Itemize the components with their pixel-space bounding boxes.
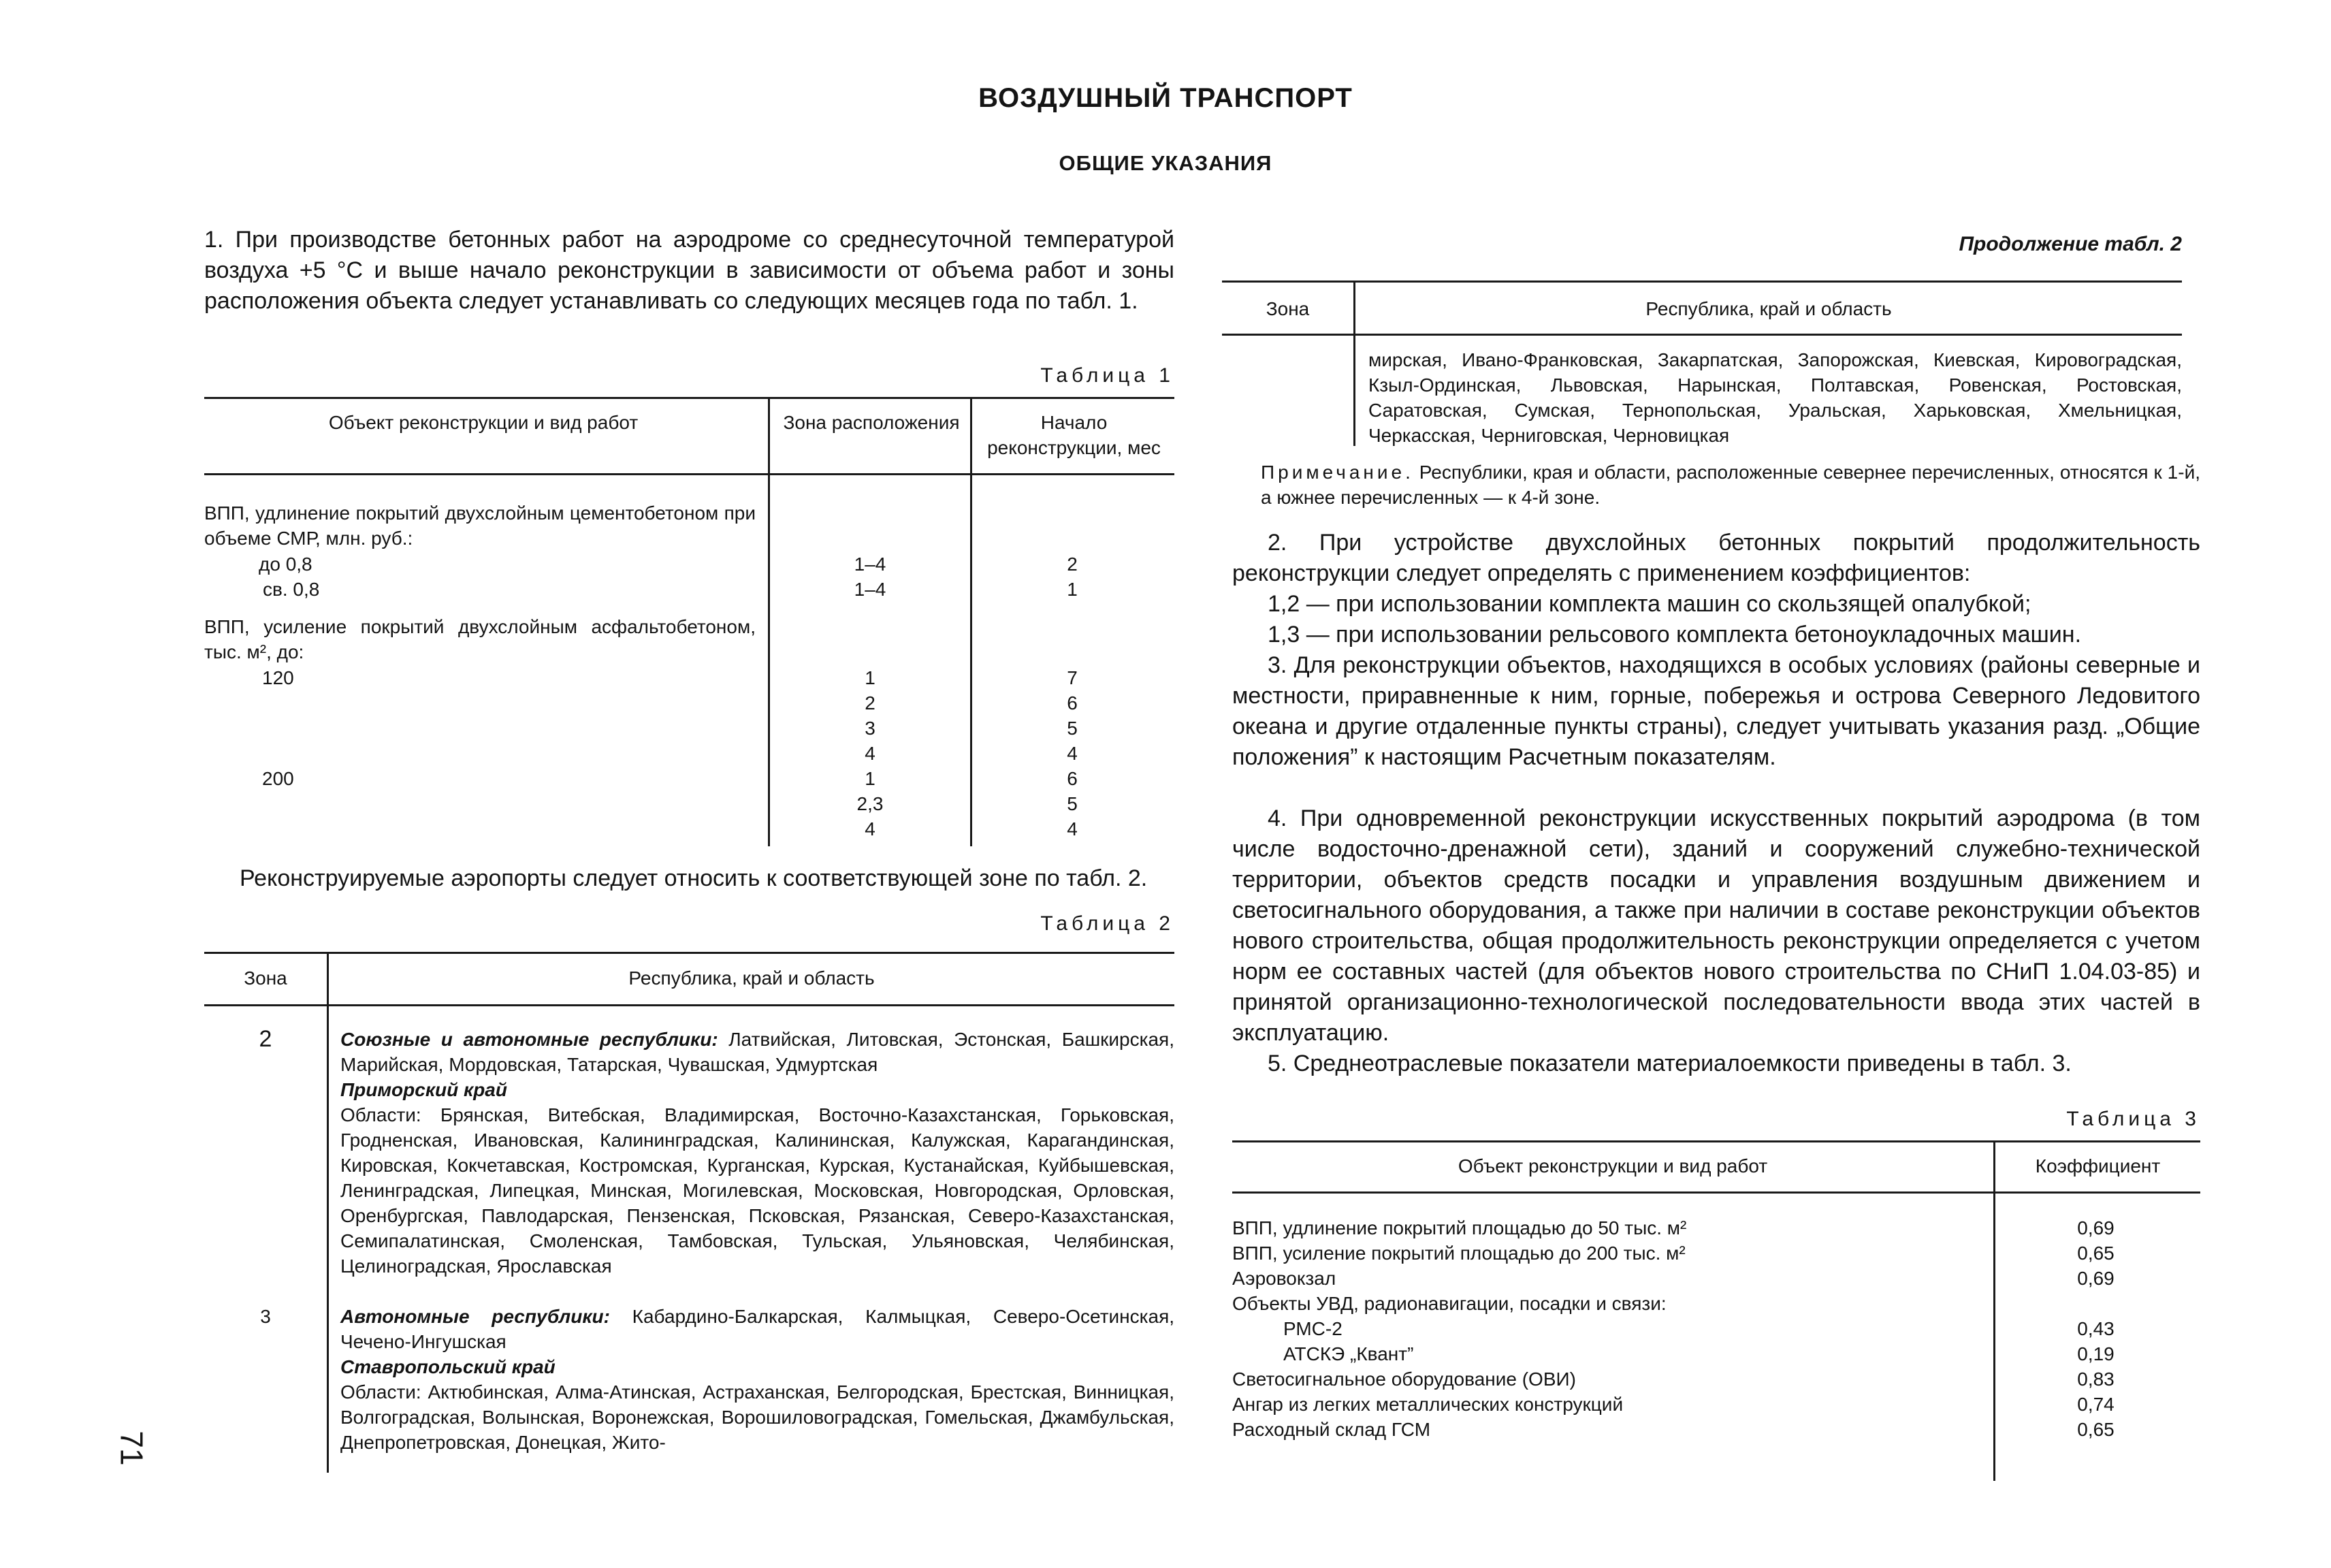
table1-month: 2 <box>1067 554 1078 575</box>
table2-zone3-text: Кабардино-Балкарская, Калмыцкая, Северо-Осетинская, Чечено-Ингушская <box>340 1306 1175 1352</box>
table1-zone: 1 <box>865 768 875 789</box>
table2-zone-3: 3 <box>260 1306 271 1327</box>
table1-row-label: ВПП, усиление покрытий двухслойным асфальтобетоном, тыс. м², до: <box>204 616 756 662</box>
table3-header-coefficient: Коэффициент <box>2035 1155 2161 1177</box>
table1-month: 4 <box>1067 818 1078 839</box>
coefficient-2: 1,3 — при использовании рельсового комплекта бетоноукладочных машин. <box>1268 622 2082 647</box>
note-text: Республики, края и области, расположенные севернее перечисленных, относятся к 1-й, а южнее перечисленных — к 4-й зоне. <box>1261 462 2200 508</box>
paragraph-2: 2. При устройстве двухслойных бетонных покрытий продолжительность реконструкции следует определять с применением коэффициентов: <box>1232 530 2200 586</box>
paragraph-zones: Реконструируемые аэропорты следует относить к соответствующей зоне по табл. 2. <box>240 865 1148 891</box>
table1-row-label: 200 <box>262 768 294 789</box>
paragraph-5: 5. Среднеотраслевые показатели материалоемкости приведены в табл. 3. <box>1268 1051 2072 1076</box>
table1-header-start: Начало реконструкции, мес <box>987 412 1161 458</box>
table1-zone: 1–4 <box>854 579 886 600</box>
table3-row-value: 0,69 <box>2077 1217 2115 1238</box>
table3-row-label: Светосигнальное оборудование (ОВИ) <box>1232 1369 1576 1390</box>
table1-row-label: до 0,8 <box>259 554 312 575</box>
cont-header-region: Республика, край и область <box>1645 298 1892 319</box>
table3-row-value: 0,69 <box>2077 1268 2115 1289</box>
coefficient-1: 1,2 — при использовании комплекта машин со скользящей опалубкой; <box>1268 591 2031 617</box>
table1-zone: 4 <box>865 818 875 839</box>
table1-month: 5 <box>1067 718 1078 739</box>
table1-zone: 3 <box>865 718 875 739</box>
table2-continuation-caption: Продолжение табл. 2 <box>1959 233 2182 255</box>
paragraph-3: 3. Для реконструкции объектов, находящихся в особых условиях (районы северные и местности, приравненные к ним, горные, побережья и острова Северного Ледовитого океана и другие отдаленные пункты страны), следует учитывать указания разд. „Общие положения” к настоящим Расчетным показателям. <box>1232 652 2200 770</box>
table2-zone2-kray: Приморский край <box>340 1079 507 1100</box>
table3-row-value: 0,19 <box>2077 1343 2115 1364</box>
table3-row-value: 0,83 <box>2077 1369 2115 1390</box>
table2-zone3-kray: Ставропольский край <box>340 1356 556 1377</box>
table1-month: 4 <box>1067 743 1078 764</box>
table2-zone2-oblasti: Области: Брянская, Витебская, Владимирская, Восточно-Казахстанская, Горьковская, Гродненская, Ивановская, Калининградская, Калининская, Калужская, Карагандинская, Кировская, Кокчетавская, Костромская, Курганская, Курская, Кустанайская, Куйбышевская, Ленинградская, Липецкая, Минская, Могилевская, Московская, Новгородская, Орловская, Оренбургская, Павлодарская, Пензенская, Псковская, Рязанская, Северо-Казахстанская, Семипалатинская, Смоленская, Тамбовская, Тульская, Ульяновская, Челябинская, Целиноградская, Ярославская <box>340 1104 1174 1277</box>
table1-zone: 4 <box>865 743 875 764</box>
table3-row-label: ВПП, удлинение покрытий площадью до 50 тыс. м² <box>1232 1217 1687 1238</box>
table2-zone3-oblasti: Области: Актюбинская, Алма-Атинская, Астраханская, Белгородская, Брестская, Винницкая, Волгоградская, Волынская, Воронежская, Ворошиловоградская, Гомельская, Джамбульская, Днепропетровская, Донецкая, Жито- <box>340 1381 1174 1453</box>
table3-row-value: 0,74 <box>2077 1394 2115 1415</box>
table2-zone2-republics <box>340 1027 1174 1077</box>
table2-zone3-lead: Автономные республики: <box>340 1306 610 1327</box>
table3-header-object: Объект реконструкции и вид работ <box>1458 1155 1768 1177</box>
table3-row-label: Аэровокзал <box>1232 1268 1336 1289</box>
table2-zone2-lead: Союзные и автономные республики: <box>340 1029 718 1050</box>
table3-row-label: РМС-2 <box>1283 1318 1343 1339</box>
table1-zone: 1–4 <box>854 554 886 575</box>
table1-zone: 2 <box>865 692 875 714</box>
table1-month: 1 <box>1067 579 1078 600</box>
paragraph-4: 4. При одновременной реконструкции искусственных покрытий аэродрома (в том числе водосточно-дренажной сети), зданий и сооружений служебно-технической территории, объектов средств посадки и управления воздушным движением и светосигнального оборудования, а также при наличии в составе реконструкции объектов нового строительства, общая продолжительность реконструкции определяется с учетом норм ее составных частей (для объектов нового строительства по СНиП 1.04.03-85) и принятой организационно-технологической последовательности ввода этих частей в эксплуатацию. <box>1232 805 2200 1046</box>
table3-row-label: Расходный склад ГСМ <box>1232 1419 1431 1440</box>
table1-month: 6 <box>1067 768 1078 789</box>
cont-region-text: мирская, Ивано-Франковская, Закарпатская, Запорожская, Киевская, Кировоградская, Кзыл-Ординская, Львовская, Нарынская, Полтавская, Ровенская, Ростовская, Саратовская, Сумская, Тернопольская, Уральская, Харьковская, Хмельницкая, Черкасская, Черниговская, Черновицкая <box>1368 349 2182 446</box>
table3-row-value: 0,65 <box>2077 1243 2115 1264</box>
table1-row-label: 120 <box>262 667 294 688</box>
table3-row-label: ВПП, усиление покрытий площадью до 200 тыс. м² <box>1232 1243 1686 1264</box>
table1-header-object: Объект реконструкции и вид работ <box>328 412 639 433</box>
table1-month: 6 <box>1067 692 1078 714</box>
table1-row-label: ВПП, удлинение покрытий двухслойным цементобетоном при объеме СМР, млн. руб.: <box>204 502 756 549</box>
page-title: ВОЗДУШНЫЙ ТРАНСПОРТ <box>978 83 1353 113</box>
section-title: ОБЩИЕ УКАЗАНИЯ <box>1059 151 1272 175</box>
table2-header-zone: Зона <box>244 967 287 989</box>
table3-row-label: АТСКЭ „Квант” <box>1283 1343 1414 1364</box>
table2-caption: Таблица 2 <box>1040 912 1174 935</box>
table3-caption: Таблица 3 <box>2066 1108 2200 1130</box>
table3-row-value: 0,43 <box>2077 1318 2115 1339</box>
table1-header-zone: Зона расположения <box>783 412 960 433</box>
table3-row-label: Объекты УВД, радионавигации, посадки и связи: <box>1232 1293 1667 1314</box>
table2-zone2-text: Латвийская, Литовская, Эстонская, Башкирская, Марийская, Мордовская, Татарская, Чувашская, Удмуртская <box>340 1029 1174 1075</box>
table2-zone-2: 2 <box>259 1026 272 1052</box>
note-lead: Примечание. <box>1261 462 1414 483</box>
page-number: 71 <box>114 1430 150 1466</box>
table2-zone3-republics <box>340 1304 1174 1354</box>
table1-caption: Таблица 1 <box>1040 364 1174 387</box>
table3-row-value: 0,65 <box>2077 1419 2115 1440</box>
table1-month: 7 <box>1067 667 1078 688</box>
table2-note <box>1261 460 2200 510</box>
table1-zone: 2,3 <box>856 793 884 814</box>
table1-zone: 1 <box>865 667 875 688</box>
table3-row-label: Ангар из легких металлических конструкций <box>1232 1394 1624 1415</box>
table1-month: 5 <box>1067 793 1078 814</box>
table1-row-label: св. 0,8 <box>263 579 320 600</box>
cont-header-zone: Зона <box>1266 298 1310 319</box>
table2-header-region: Республика, край и область <box>628 967 875 989</box>
paragraph-1: 1. При производстве бетонных работ на аэродроме со среднесуточной температурой воздуха +5 °С и выше начало реконструкции в зависимости от объема работ и зоны расположения объекта следует устанавливать со следующих месяцев года по табл. 1. <box>204 227 1174 314</box>
